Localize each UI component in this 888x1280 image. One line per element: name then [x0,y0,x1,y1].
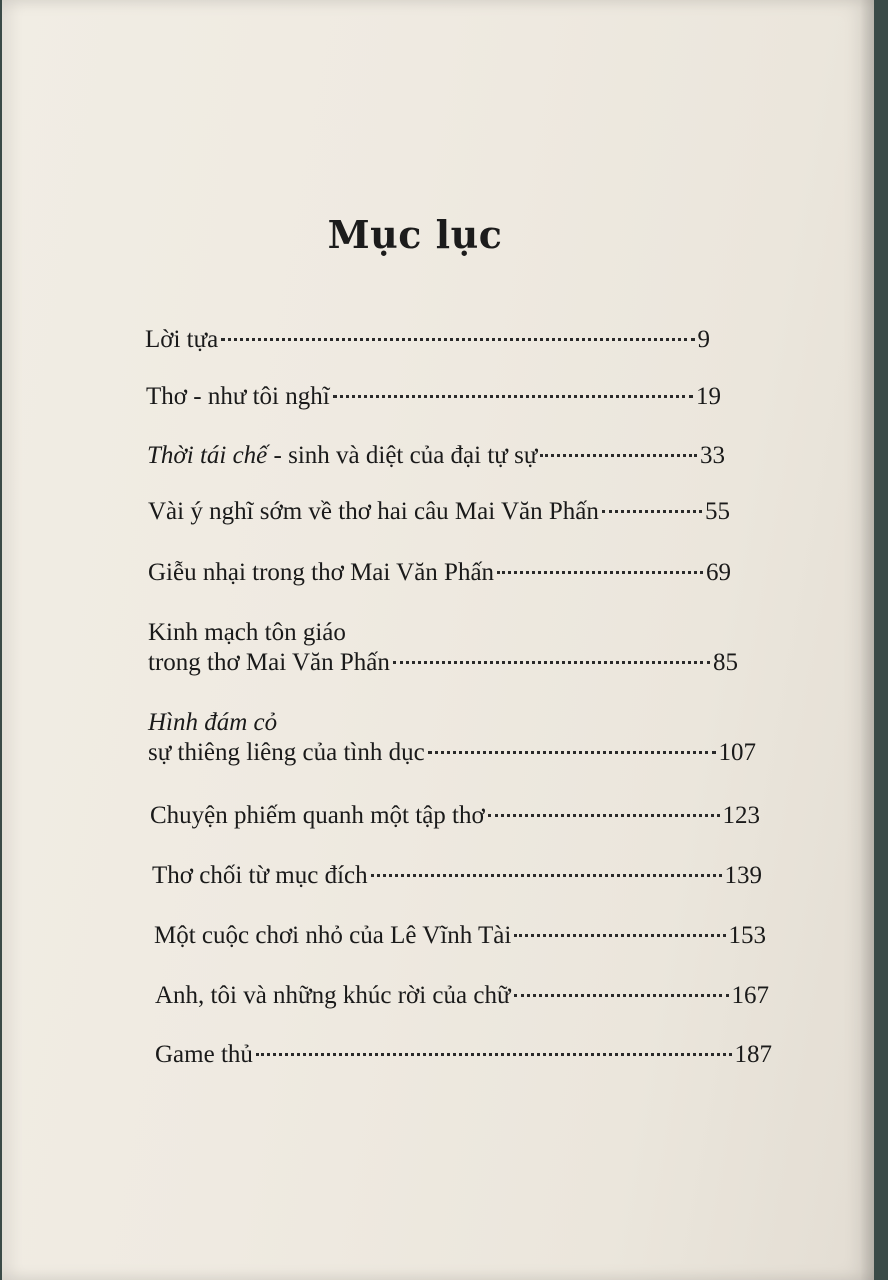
toc-entry-title: sự thiêng liêng của tình dục [148,739,425,766]
toc-entry-page: 69 [706,559,731,586]
toc-entry [148,558,731,588]
dot-leader [514,934,725,937]
toc-entry-page: 107 [718,739,756,766]
toc-entry-page: 9 [697,326,710,353]
toc-entry [154,921,766,951]
toc-entry-title: Lời tựa [145,326,219,353]
toc-entry-title: trong thơ Mai Văn Phấn [148,649,390,676]
toc-entry-page: 139 [724,862,762,889]
toc-entry [148,497,730,527]
toc-entry-page: 55 [705,498,730,525]
toc-entry-title: Game thủ [155,1041,253,1068]
toc-entry [148,708,756,768]
dot-leader [221,338,694,341]
toc-entry-page: 167 [731,982,769,1009]
page-edge-shadow [860,0,874,1280]
dot-leader [371,874,722,877]
dot-leader [428,751,716,754]
toc-entry [155,1040,772,1070]
toc-entry [148,618,738,678]
toc-entry-title-italic: Thời tái chế [147,442,268,469]
dot-leader [540,454,697,457]
toc-entry-title-rest: - sinh và diệt của đại tự sự [267,442,538,469]
dot-leader [514,994,729,997]
dot-leader [488,814,720,817]
toc-entry-page: 153 [728,922,766,949]
toc-entry [146,382,721,412]
toc-entry-title [147,441,537,471]
page-title: Mục lục [327,212,503,257]
toc-entry-page: 33 [700,442,725,469]
toc-entry-title: Thơ - như tôi nghĩ [146,383,330,410]
toc-entry-title: Anh, tôi và những khúc rời của chữ [155,982,511,1009]
toc-entry [155,981,769,1011]
toc-entry-page: 123 [722,802,760,829]
toc-entry [152,861,762,891]
toc-entry-title-first-line: Kinh mạch tôn giáo [148,619,346,646]
toc-entry-page: 187 [734,1041,772,1068]
toc-entry-title-first-line: Hình đám cỏ [148,709,278,736]
toc-entry-title: Một cuộc chơi nhỏ của Lê Vĩnh Tài [154,922,512,949]
dot-leader [497,571,703,574]
toc-entry [150,801,760,831]
toc-entry-page: 19 [696,383,721,410]
toc-entry [145,325,710,355]
toc-entry [147,441,725,471]
toc-entry-title: Giễu nhại trong thơ Mai Văn Phấn [148,559,495,586]
dot-leader [333,395,693,398]
book-page [2,0,874,1280]
dot-leader [256,1053,732,1056]
toc-entry-page: 85 [713,649,738,676]
toc-entry-title: Chuyện phiếm quanh một tập thơ [150,802,485,829]
toc-entry-title: Thơ chối từ mục đích [152,862,368,889]
toc-entry-title: Vài ý nghĩ sớm về thơ hai câu Mai Văn Phấn [148,498,599,525]
dot-leader [602,510,702,513]
dot-leader [393,661,710,664]
